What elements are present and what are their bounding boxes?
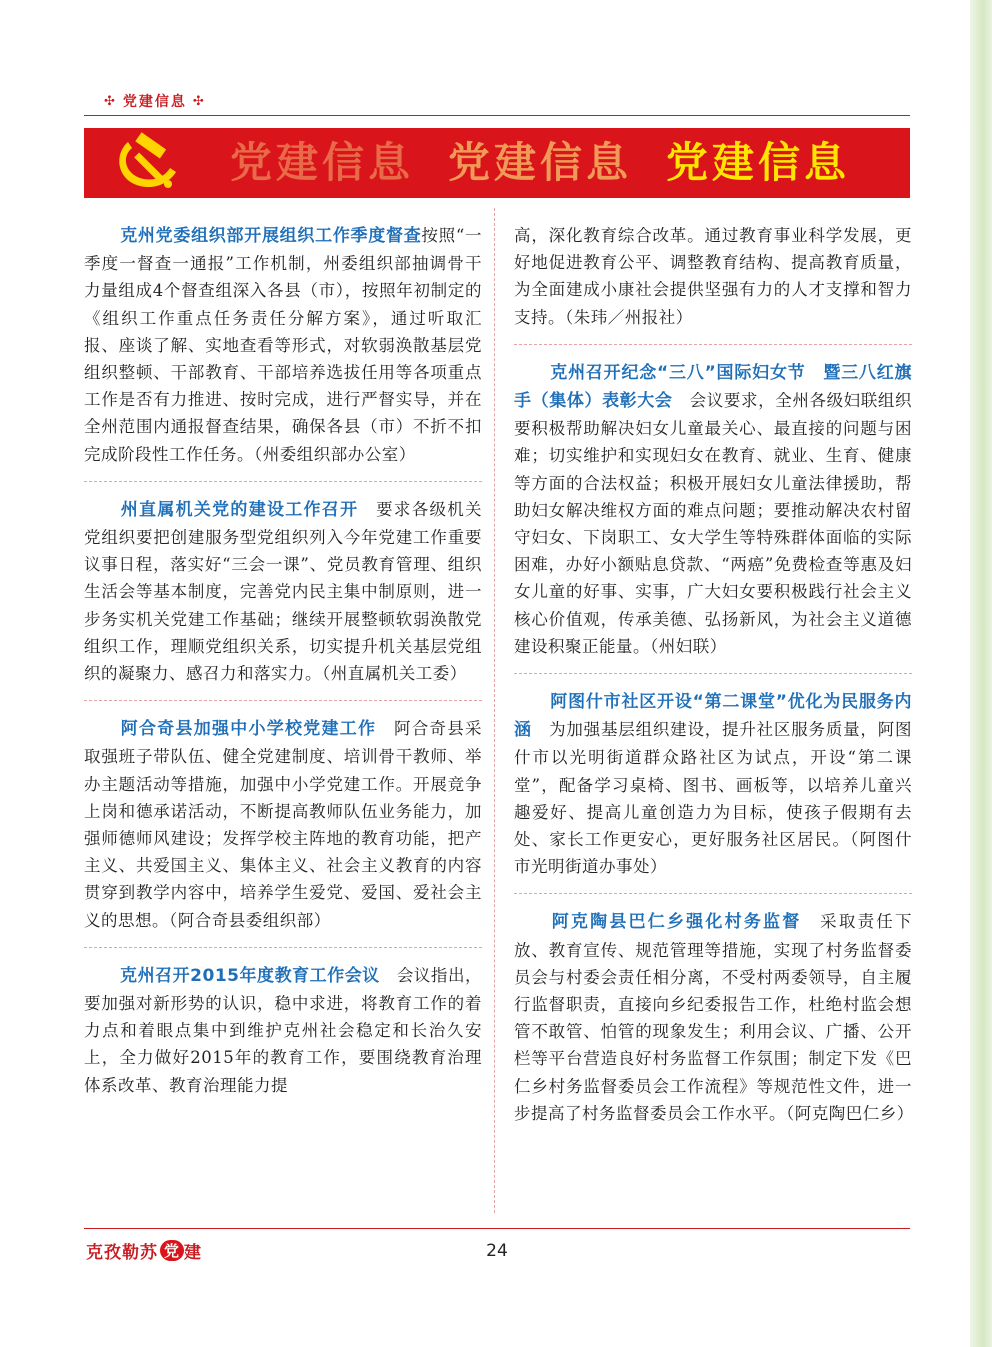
footer-rule bbox=[84, 1228, 910, 1229]
news-separator bbox=[84, 700, 482, 701]
news-headline: 阿合奇县加强中小学校党建工作 bbox=[120, 719, 377, 740]
news-body: 为加强基层组织建设，提升社区服务质量，阿图什市以光明街道群众路社区为试点，开设“第二课堂”，配备学习桌椅、图书、画板等，以培养儿童兴趣爱好、提高儿童创造力为目标，使孩子假期有去处、家长工作更安心，更好服务社区居民。（阿图什市光明街道办事处） bbox=[514, 720, 913, 877]
news-headline: 克州召开2015年度教育工作会议 bbox=[120, 965, 380, 986]
page-number: 24 bbox=[486, 1241, 508, 1261]
news-body: 阿合奇县采取强班子带队伍、健全党建制度、培训骨干教师、举办主题活动等措施，加强中小学党建工作。开展竞争上岗和德承诺活动，不断提高教师队伍业务能力，加强师德师风建设；发挥学校主阵地的教育功能，把产主义、共爱国主义、集体主义、社会主义教育的内容贯穿到教学内容中，培养学生爱党、爱国、爱社会主义的思想。（阿合奇县委组织部） bbox=[84, 719, 482, 930]
news-body: 按照“一季度一督查一通报”工作机制，州委组织部抽调骨干力量组成4个督查组深入各县（市），按照年初制定的《组织工作重点任务责任分解方案》，通过听取汇报、座谈了解、实地查看等形式，对软弱涣散基层党组织整顿、干部教育、干部培养选拔任用等各项重点工作是否有力推进、按时完成，进行严督实导，并在全州范围内通报督查结果，确保各县（市）不折不扣完成阶段性工作任务。（州委组织部办公室） bbox=[84, 226, 483, 464]
news-separator bbox=[514, 344, 912, 345]
page-edge-decoration bbox=[970, 0, 992, 1347]
news-headline: 阿克陶县巴仁乡强化村务监督 bbox=[550, 912, 802, 933]
news-item bbox=[84, 715, 482, 934]
hammer-sickle-icon bbox=[106, 128, 190, 198]
banner-title-1: 党建信息 bbox=[230, 138, 415, 187]
brand-accent-2: 建 bbox=[184, 1242, 203, 1263]
brand-accent-1: 党 bbox=[160, 1240, 184, 1261]
news-item-continued bbox=[514, 222, 912, 331]
magazine-brand bbox=[86, 1237, 202, 1263]
news-headline: 克州召开纪念“三八”国际妇女节 暨三八红旗手（集体）表彰大会 bbox=[514, 362, 912, 412]
banner-title-3: 党建信息 bbox=[666, 138, 851, 187]
section-banner bbox=[84, 128, 910, 198]
news-headline: 州直属机关党的建设工作召开 bbox=[120, 499, 359, 520]
news-item bbox=[84, 962, 482, 1099]
left-column bbox=[84, 222, 482, 1099]
column-divider bbox=[494, 208, 495, 1213]
news-item bbox=[84, 222, 482, 468]
cross-ornament-icon: ✣ bbox=[104, 93, 117, 109]
news-body: 会议指出，要加强对新形势的认识，稳中求进，将教育工作的着力点和着眼点集中到维护克州社会稳定和长治久安上，全力做好2015年的教育工作，要围绕教育治理体系改革、教育治理能力提 bbox=[84, 965, 483, 1095]
brand-text: 克孜勒苏 bbox=[86, 1242, 158, 1263]
news-item bbox=[514, 359, 912, 660]
news-body: 会议要求，全州各级妇联组织要积极帮助解决妇女儿童最关心、最直接的问题与困难；切实维护和实现妇女在教育、就业、生育、健康等方面的合法权益；积极开展妇女儿童法律援助，帮助妇女解决维权方面的难点问题；要推动解决农村留守妇女、下岗职工、女大学生等特殊群体面临的实际困难，办好小额贴息贷款、“两癌”免费检查等惠及妇女儿童的好事、实事，广大妇女要积极践行社会主义核心价值观，传承美德、弘扬新风，为社会主义道德建设积聚正能量。（州妇联） bbox=[514, 391, 913, 656]
news-headline: 阿图什市社区开设“第二课堂”优化为民服务内涵 bbox=[514, 692, 912, 741]
news-body: 要求各级机关党组织要把创建服务型党组织列入今年党建工作重要议事日程，落实好“三会一课”、党员教育管理、组织生活会等基本制度，完善党内民主集中制原则，进一步务实机关党建工作基础；继续开展整顿软弱涣散党组织工作，理顺党组织关系，切实提升机关基层党组织的凝聚力、感召力和落实力。（州直属机关工委） bbox=[84, 499, 483, 684]
cross-ornament-icon: ✣ bbox=[192, 93, 206, 109]
right-column bbox=[514, 222, 912, 1127]
news-body: 采取责任下放、教育宣传、规范管理等措施，实现了村务监督委员会与村委会责任相分离，不受村两委领导，自主履行监督职责，直接向乡纪委报告工作，杜绝村监会想管不敢管、怕管的现象发生；利用会议、广播、公开栏等平台营造良好村务监督工作氛围；制定下发《巴仁乡村务监督委员会工作流程》等规范性文件，进一步提高了村务监督委员会工作水平。（阿克陶巴仁乡） bbox=[514, 912, 914, 1123]
news-body: 高，深化教育综合改革。通过教育事业科学发展，更好地促进教育公平、调整教育结构、提高教育质量，为全面建成小康社会提供坚强有力的人才支撑和智力支持。（朱玮／州报社） bbox=[514, 226, 912, 327]
news-headline: 克州党委组织部开展组织工作季度督查 bbox=[120, 226, 422, 246]
section-label bbox=[104, 90, 206, 112]
news-separator bbox=[84, 481, 482, 482]
news-item bbox=[514, 688, 912, 880]
section-label-text: 党建信息 bbox=[122, 94, 187, 110]
banner-title-2: 党建信息 bbox=[448, 138, 633, 187]
news-separator bbox=[514, 893, 912, 894]
news-item bbox=[84, 496, 482, 687]
news-separator bbox=[84, 947, 482, 948]
news-item bbox=[514, 908, 912, 1127]
news-separator bbox=[514, 673, 912, 674]
header-rule bbox=[84, 115, 910, 116]
